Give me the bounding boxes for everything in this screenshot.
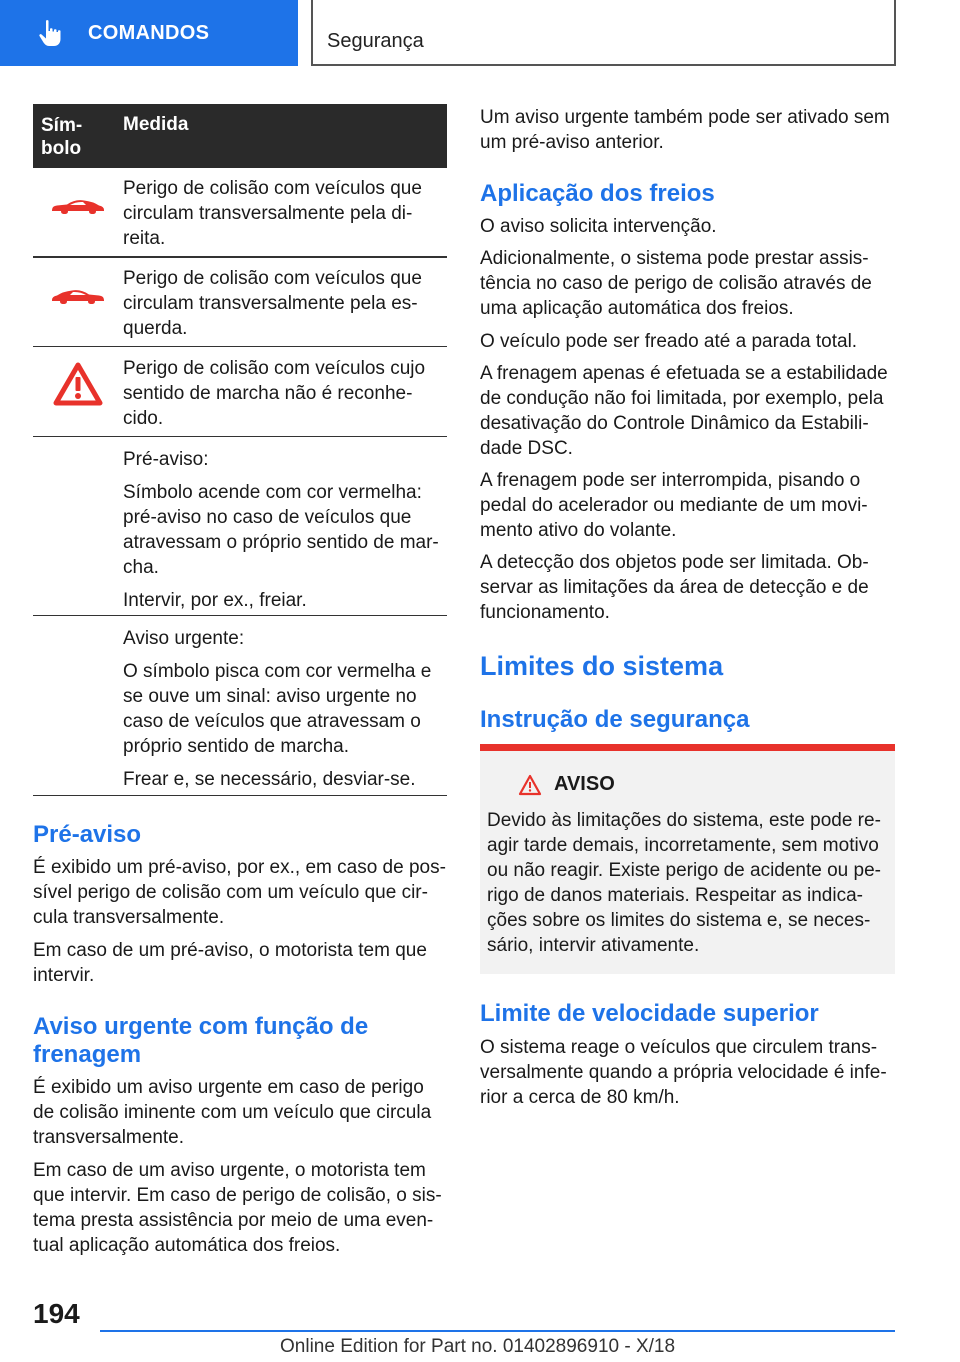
pre-aviso-paragraph-2: Em caso de um pré-aviso, o motorista tem que intervir. <box>33 940 427 986</box>
aviso-urgente-paragraph-1: É exibido um aviso urgente em caso de perigo de colisão iminente com um veículo que circula transversalmente. <box>33 1077 432 1148</box>
heading-aviso-urgente: Aviso urgente com função de frenagem <box>33 1013 369 1068</box>
warning-box <box>480 744 895 974</box>
row-divider <box>33 436 447 437</box>
row-1-text: Perigo de colisão com veículos que circulam transversalmente pela di- reita. <box>123 178 422 249</box>
freios-paragraph-4: A frenagem apenas é efetuada se a estabilidade de condução não foi limitada, por exemplo, pela desativação do Controle Dinâmico da Estabili- dade DSC. <box>480 363 888 459</box>
freios-paragraph-2: Adicionalmente, o sistema pode prestar assis- tência no caso de perigo de colisão através de uma aplicação automática dos freios. <box>480 248 872 319</box>
row-divider <box>33 795 447 796</box>
heading-pre-aviso: Pré-aviso <box>33 821 142 848</box>
warning-triangle-icon <box>53 362 103 411</box>
intro-paragraph: Um aviso urgente também pode ser ativado sem um pré-aviso anterior. <box>480 107 890 153</box>
velocidade-paragraph: O sistema reage o veículos que circulem trans- versalmente quando a própria velocidade é infe- rior a cerca de 80 km/h. <box>480 1037 887 1108</box>
pre-aviso-paragraph-1: É exibido um pré-aviso, por ex., em caso de pos- sível perigo de colisão com um veículo que cir- cula transversalmente. <box>33 857 446 928</box>
heading-limite-velocidade: Limite de velocidade superior <box>480 1000 819 1027</box>
chapter-label: COMANDOS <box>88 21 210 44</box>
freios-paragraph-6: A detecção dos objetos pode ser limitada. Ob- servar as limitações da área de detecção e de funcionamento. <box>480 552 869 623</box>
column-header-symbol: Sím- bolo <box>41 115 83 159</box>
warning-text: Devido às limitações do sistema, este pode re- agir tarde demais, incorretamente, sem motivo ou não reagir. Existe perigo de acidente ou pe- rigo de danos materiais. Respeitar as indica- ções sobre os limites do sistema e, se neces- sário, intervir ativamente. <box>487 810 881 956</box>
freios-paragraph-3: O veículo pode ser freado até a parada total. <box>480 331 858 352</box>
freios-paragraph-5: A frenagem pode ser interrompida, pisando o pedal do acelerador ou mediante de um movi- mento ativo do volante. <box>480 470 868 541</box>
footer-divider <box>100 1330 895 1332</box>
warning-title: AVISO <box>554 773 615 795</box>
freios-paragraph-1: O aviso solicita intervenção. <box>480 216 717 237</box>
footer-edition: Online Edition for Part no. 01402896910 - X/18 <box>280 1336 676 1357</box>
row-2-text: Perigo de colisão com veículos que circulam transversalmente pela es- querda. <box>123 268 422 339</box>
heading-aplicacao-freios: Aplicação dos freios <box>480 180 715 207</box>
car-left-icon <box>48 287 108 312</box>
column-header-measure: Medida <box>123 114 189 135</box>
row-divider <box>33 615 447 616</box>
warning-triangle-icon <box>518 774 542 796</box>
heading-instrucao-seguranca: Instrução de segurança <box>480 706 750 733</box>
row-5-text: Aviso urgente: O símbolo pisca com cor vermelha e se ouve um sinal: aviso urgente no caso de veículos que atravessam o próprio sentido de marcha. Frear e, se necessário, desviar-se. <box>123 628 432 790</box>
section-label: Segurança <box>327 30 424 52</box>
page-number: 194 <box>33 1298 80 1329</box>
row-divider <box>33 256 447 257</box>
row-4-text: Pré-aviso: Símbolo acende com cor vermelha: pré-aviso no caso de veículos que atravessam o próprio sentido de mar- cha. Intervir, por ex., freiar. <box>123 449 439 611</box>
aviso-urgente-paragraph-2: Em caso de um aviso urgente, o motorista tem que intervir. Em caso de perigo de colisão, o sis- tema presta assistência por meio de uma even- tual aplicação automática dos freios. <box>33 1160 442 1256</box>
row-3-text: Perigo de colisão com veículos cujo sentido de marcha não é reconhe- cido. <box>123 358 426 429</box>
heading-limites-sistema: Limites do sistema <box>480 651 724 681</box>
row-divider <box>33 346 447 347</box>
